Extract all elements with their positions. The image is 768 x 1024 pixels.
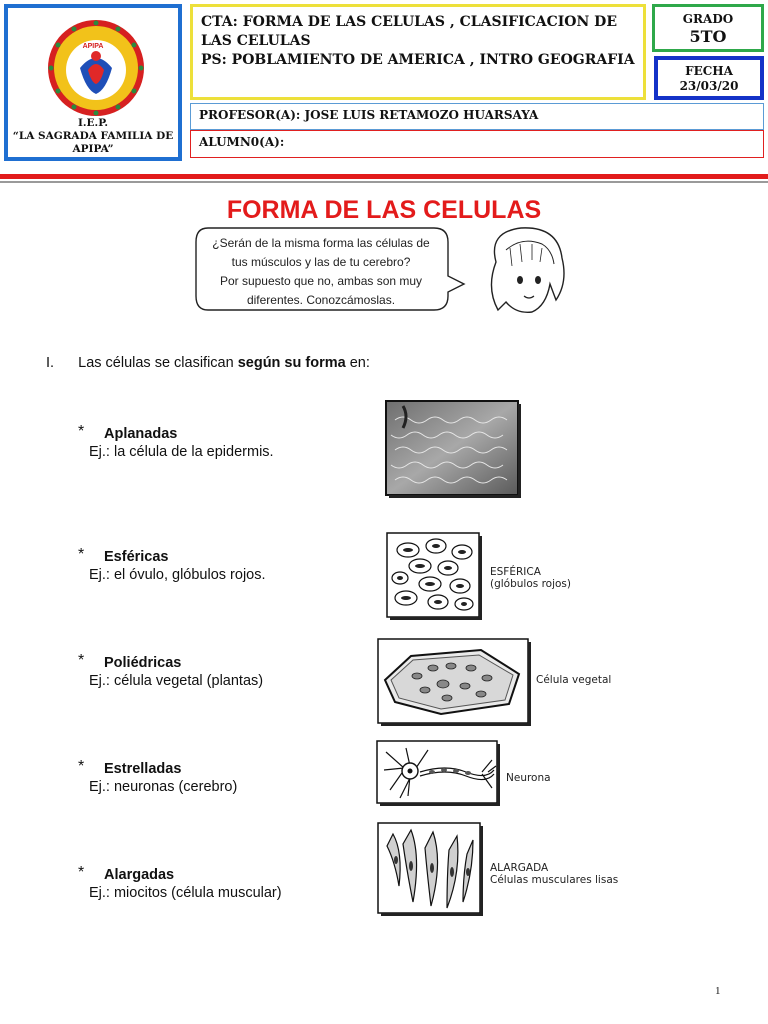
- subject-box: [190, 4, 646, 100]
- fecha-box: [654, 56, 764, 100]
- epidermis-cells-image: [385, 400, 521, 498]
- ps-line: PS: POBLAMIENTO DE AMERICA , INTRO GEOGRAFIA: [201, 52, 635, 68]
- caption-esferica: ESFÉRICA (glóbulos rojos): [490, 566, 571, 590]
- caption-celula-vegetal: Célula vegetal: [536, 674, 612, 686]
- caption-neurona: Neurona: [506, 772, 551, 784]
- fecha-label: FECHA: [685, 64, 733, 78]
- header-divider-red: [0, 174, 768, 179]
- muscle-cells-image: [377, 822, 483, 916]
- plant-cell-image: [377, 638, 531, 726]
- profesor-field: PROFESOR(A): JOSE LUIS RETAMOZO HUARSAYA: [190, 103, 764, 130]
- neuron-image: [376, 740, 500, 806]
- girl-illustration: [476, 222, 576, 318]
- header-divider-grey: [0, 181, 768, 183]
- spherical-cells-image: [386, 532, 482, 620]
- speech-bubble: ¿Serán de la misma forma las células de tus músculos y las de tu cerebro? Por supuesto que no, ambas son muy diferentes. Conozcámoslas.: [194, 226, 468, 312]
- cta-line: CTA: FORMA DE LAS CELULAS , CLASIFICACION DE LAS CELULAS: [201, 14, 617, 49]
- school-caption: I.E.P. “LA SAGRADA FAMILIA DE APIPA”: [12, 117, 174, 155]
- logo-text: APIPA: [82, 43, 104, 50]
- school-seal-logo: [46, 18, 146, 118]
- fecha-value: 23/03/20: [679, 79, 739, 93]
- page-number: 1: [715, 985, 721, 997]
- intro-line: I. Las células se clasifican según su forma en:: [46, 355, 370, 371]
- school-logo-box: [4, 4, 182, 161]
- grado-box: [652, 4, 764, 52]
- caption-alargada: ALARGADA Células musculares lisas: [490, 862, 619, 886]
- page-title: FORMA DE LAS CELULAS: [226, 196, 542, 224]
- alumno-field[interactable]: ALUMN0(A):: [190, 130, 764, 158]
- grado-value: 5TO: [689, 27, 727, 46]
- grado-label: GRADO: [682, 12, 734, 26]
